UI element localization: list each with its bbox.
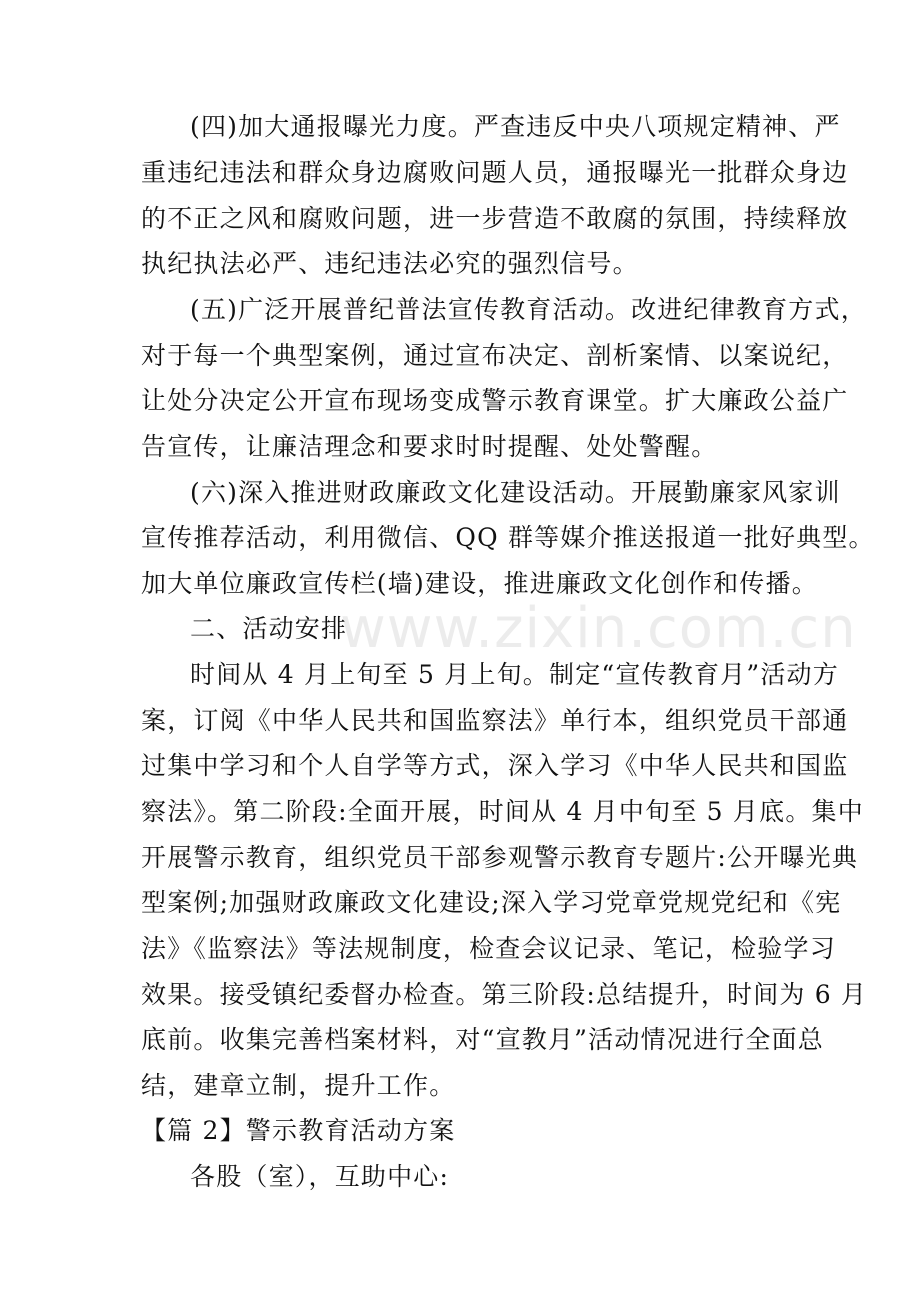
schedule-line-2: 案，订阅《中华人民共和国监察法》单行本，组织党员干部通 xyxy=(141,706,849,735)
schedule-line-1: 时间从 4 月上旬至 5 月上旬。制定“宣传教育月”活动方 xyxy=(190,660,839,689)
schedule-line-5: 开展警示教育，组织党员干部参观警示教育专题片:公开曝光典 xyxy=(141,843,859,872)
salutation: 各股（室），互助中心: xyxy=(190,1162,450,1191)
watermark: www.zixin.com.cn xyxy=(340,596,857,661)
schedule-line-6: 型案例;加强财政廉政文化建设;深入学习党章党规党纪和《宪 xyxy=(141,888,842,917)
section-heading-arrangement: 二、活动安排 xyxy=(190,614,348,643)
paragraph-6-line-1: (六)深入推进财政廉政文化建设活动。开展勤廉家风家训 xyxy=(190,478,841,507)
paragraph-4-line-3: 的不正之风和腐败问题，进一步营造不敢腐的氛围，持续释放 xyxy=(141,204,849,233)
paragraph-5-line-4: 告宣传，让廉洁理念和要求时时提醒、处处警醒。 xyxy=(141,432,718,461)
schedule-line-8: 效果。接受镇纪委督办检查。第三阶段:总结提升，时间为 6 月 xyxy=(141,980,868,1009)
paragraph-4-line-4: 执纪执法必严、违纪违法必究的强烈信号。 xyxy=(141,249,639,278)
paragraph-4-line-1: (四)加大通报曝光力度。严查违反中央八项规定精神、严 xyxy=(190,112,841,141)
schedule-line-4: 察法》。第二阶段:全面开展，时间从 4 月中旬至 5 月底。集中 xyxy=(141,797,864,826)
schedule-line-9: 底前。收集完善档案材料，对“宣教月”活动情况进行全面总 xyxy=(141,1025,824,1054)
paragraph-4-line-2: 重违纪违法和群众身边腐败问题人员，通报曝光一批群众身边 xyxy=(141,158,849,187)
schedule-line-3: 过集中学习和个人自学等方式，深入学习《中华人民共和国监 xyxy=(141,751,849,780)
paragraph-5-line-3: 让处分决定公开宣布现场变成警示教育课堂。扩大廉政公益广 xyxy=(141,386,849,415)
paragraph-5-line-2: 对于每一个典型案例，通过宣布决定、剖析案情、以案说纪， xyxy=(141,341,849,370)
paragraph-6-line-2: 宣传推荐活动，利用微信、QQ 群等媒介推送报道一批好典型。 xyxy=(141,523,875,552)
article-2-title: 【篇 2】警示教育活动方案 xyxy=(141,1116,456,1145)
schedule-line-10: 结，建章立制，提升工作。 xyxy=(141,1071,456,1100)
schedule-line-7: 法》《监察法》等法规制度，检查会议记录、笔记，检验学习 xyxy=(141,934,836,963)
paragraph-6-line-3: 加大单位廉政宣传栏(墙)建设，推进廉政文化创作和传播。 xyxy=(141,569,818,598)
paragraph-5-line-1: (五)广泛开展普纪普法宣传教育活动。改进纪律教育方式， xyxy=(190,295,867,324)
